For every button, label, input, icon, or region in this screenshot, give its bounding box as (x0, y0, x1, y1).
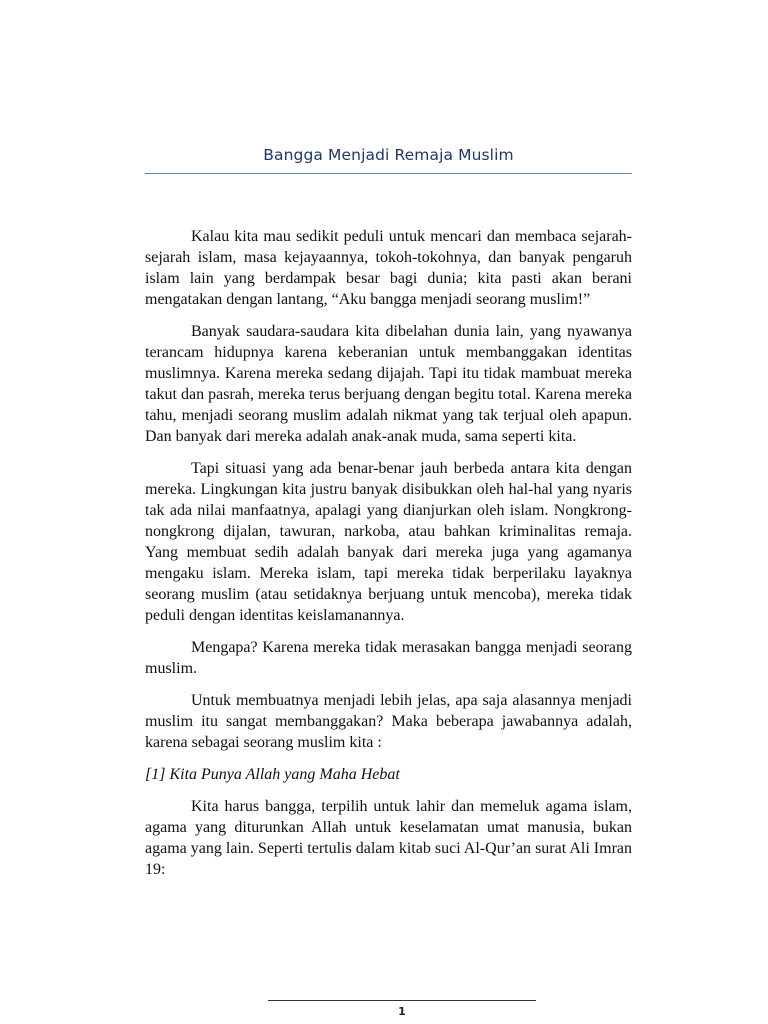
document-body (145, 226, 632, 891)
footer-rule (268, 1000, 536, 1001)
paragraph-5: Untuk membuatnya menjadi lebih jelas, apa saja alasannya menjadi muslim itu sangat membanggakan? Maka beberapa jawabannya adalah, karena sebagai seorang muslim kita : (145, 692, 632, 751)
section-heading: [1] Kita Punya Allah yang Maha Hebat (145, 766, 400, 783)
paragraph-6: Kita harus bangga, terpilih untuk lahir dan memeluk agama islam, agama yang diturunkan Allah untuk keselamatan umat manusia, bukan agama yang lain. Seperti tertulis dalam kitab suci Al-Qur’an surat Ali Imran 19: (145, 798, 632, 878)
paragraph-1: Kalau kita mau sedikit peduli untuk mencari dan membaca sejarah-sejarah islam, masa kejayaannya, tokoh-tokohnya, dan banyak pengaruh islam lain yang berdampak besar bagi dunia; kita pasti akan berani mengatakan dengan lantang, “Aku bangga menjadi seorang muslim!” (145, 228, 632, 308)
page-number: 1 (398, 1005, 406, 1018)
title-underline (145, 173, 632, 174)
paragraph-2: Banyak saudara-saudara kita dibelahan dunia lain, yang nyawanya terancam hidupnya karena keberanian untuk membanggakan identitas muslimnya. Karena mereka sedang dijajah. Tapi itu tidak mambuat mereka takut dan pasrah, mereka terus berjuang dengan begitu total. Karena mereka tahu, menjadi seorang muslim adalah nikmat yang tak terjual oleh apapun. Dan banyak dari mereka adalah anak-anak muda, sama seperti kita. (145, 323, 632, 445)
paragraph-4: Mengapa? Karena mereka tidak merasakan bangga menjadi seorang muslim. (145, 639, 632, 677)
page-title: Bangga Menjadi Remaja Muslim (263, 146, 514, 164)
paragraph-3: Tapi situasi yang ada benar-benar jauh berbeda antara kita dengan mereka. Lingkungan kita justru banyak disibukkan oleh hal-hal yang nyaris tak ada nilai manfaatnya, apalagi yang dianjurkan oleh islam. Nongkrong-nongkrong dijalan, tawuran, narkoba, atau bahkan kriminalitas remaja. Yang membuat sedih adalah banyak dari mereka juga yang agamanya mengaku islam. Mereka islam, tapi mereka tidak berperilaku layaknya seorang muslim (atau setidaknya berjuang untuk mencoba), mereka tidak peduli dengan identitas keislamanannya. (145, 460, 632, 624)
